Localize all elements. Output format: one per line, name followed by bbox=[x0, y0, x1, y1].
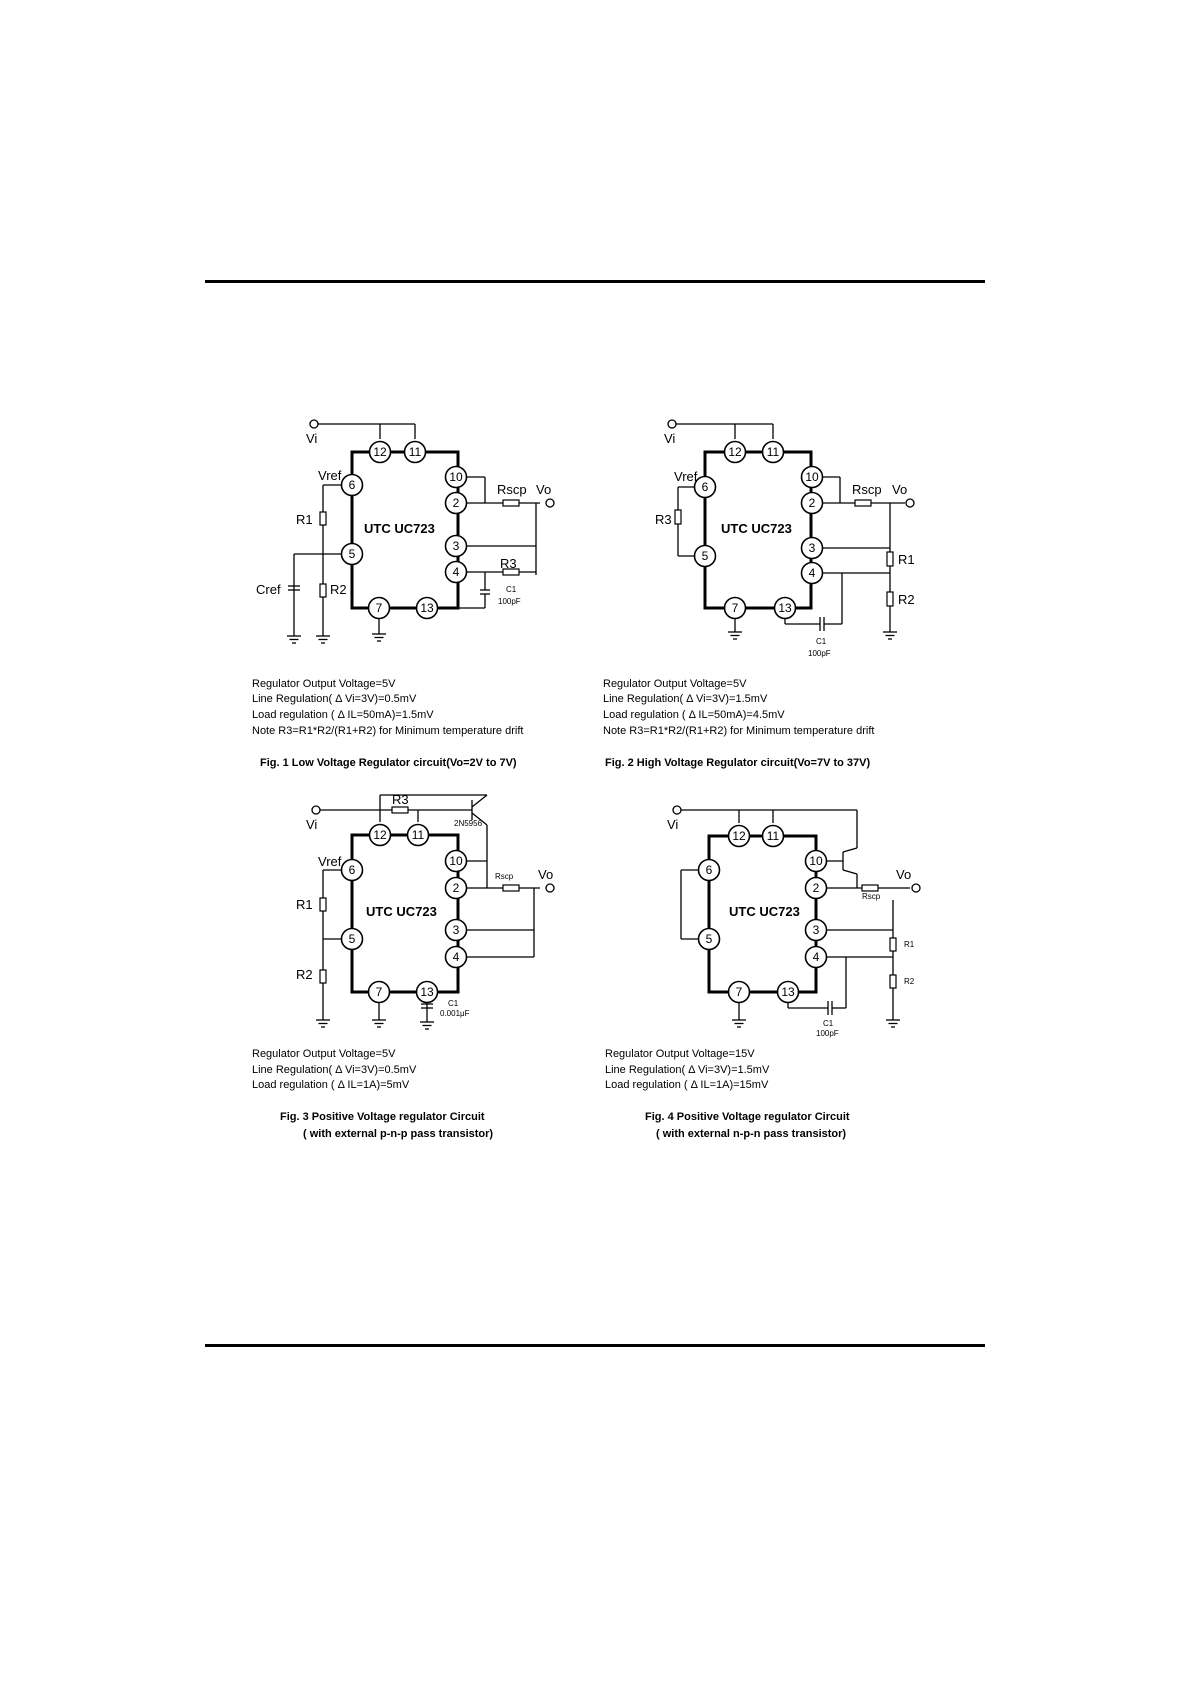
pin-2-label: 2 bbox=[808, 496, 816, 510]
r1-label: R1 bbox=[296, 512, 313, 527]
figure-caption-line-2: ( with external p-n-p pass transistor) bbox=[303, 1128, 494, 1140]
figure-caption-line-2: ( with external n-p-n pass transistor) bbox=[656, 1128, 847, 1140]
pin-7-label: 7 bbox=[375, 985, 383, 999]
spec-line-2: Line Regulation( Δ Vi=3V)=0.5mV bbox=[252, 693, 417, 705]
pin-13-label: 13 bbox=[420, 601, 434, 615]
pin-2-label: 2 bbox=[452, 881, 460, 895]
pin-6-label: 6 bbox=[348, 478, 356, 492]
pin-5-label: 5 bbox=[705, 932, 713, 946]
pin-12-label: 12 bbox=[373, 828, 387, 842]
c1-value-label: 100pF bbox=[808, 649, 831, 658]
spec-line-1: Regulator Output Voltage=5V bbox=[252, 678, 396, 690]
r3-label: R3 bbox=[392, 792, 409, 807]
vo-label: Vo bbox=[896, 867, 912, 882]
pin-13-label: 13 bbox=[778, 601, 792, 615]
pin-11-label: 11 bbox=[766, 829, 780, 843]
pin-3-label: 3 bbox=[452, 923, 460, 937]
pin-4-label: 4 bbox=[808, 566, 816, 580]
c1-value-label: 100pF bbox=[816, 1029, 839, 1038]
pin-7-label: 7 bbox=[735, 985, 743, 999]
r3-label: R3 bbox=[500, 556, 517, 571]
figure-4 bbox=[605, 806, 920, 1140]
vi-label: Vi bbox=[667, 817, 679, 832]
pin-4-label: 4 bbox=[452, 950, 460, 964]
spec-line-2: Line Regulation( Δ Vi=3V)=1.5mV bbox=[605, 1064, 770, 1076]
r2-label: R2 bbox=[296, 967, 313, 982]
pin-2-label: 2 bbox=[812, 881, 820, 895]
ic-label: UTC UC723 bbox=[364, 521, 435, 536]
pin-12-label: 12 bbox=[373, 445, 387, 459]
figure-caption: Fig. 2 High Voltage Regulator circuit(Vo=7V to 37V) bbox=[605, 757, 871, 769]
rscp-label: Rscp bbox=[862, 892, 881, 901]
pin-12-label: 12 bbox=[728, 445, 742, 459]
spec-line-4: Note R3=R1*R2/(R1+R2) for Minimum temperature drift bbox=[252, 725, 524, 737]
vo-label: Vo bbox=[892, 482, 908, 497]
spec-line-1: Regulator Output Voltage=15V bbox=[605, 1048, 755, 1060]
rscp-label: Rscp bbox=[497, 482, 527, 497]
pin-10-label: 10 bbox=[449, 854, 463, 868]
pin-4-label: 4 bbox=[812, 950, 820, 964]
pin-7-label: 7 bbox=[375, 601, 383, 615]
pin-12-label: 12 bbox=[732, 829, 746, 843]
spec-line-3: Load regulation ( Δ IL=50mA)=1.5mV bbox=[252, 709, 434, 721]
c1-value-label: 0.001μF bbox=[440, 1009, 470, 1018]
pin-3-label: 3 bbox=[808, 541, 816, 555]
spec-line-1: Regulator Output Voltage=5V bbox=[252, 1048, 396, 1060]
figure-caption: Fig. 1 Low Voltage Regulator circuit(Vo=2V to 7V) bbox=[260, 757, 517, 769]
pin-6-label: 6 bbox=[701, 480, 709, 494]
r1-label: R1 bbox=[898, 552, 915, 567]
c1-value-label: 100pF bbox=[498, 597, 521, 606]
figure-2 bbox=[603, 420, 915, 769]
vref-label: Vref bbox=[318, 468, 342, 483]
vi-label: Vi bbox=[306, 431, 318, 446]
pin-10-label: 10 bbox=[449, 470, 463, 484]
r1-label: R1 bbox=[904, 940, 915, 949]
ic-label: UTC UC723 bbox=[721, 521, 792, 536]
r2-label: R2 bbox=[904, 977, 915, 986]
transistor-label: 2N5956 bbox=[454, 819, 483, 828]
c1-label: C1 bbox=[816, 637, 827, 646]
pin-10-label: 10 bbox=[805, 470, 819, 484]
pin-2-label: 2 bbox=[452, 496, 460, 510]
spec-line-4: Note R3=R1*R2/(R1+R2) for Minimum temperature drift bbox=[603, 725, 875, 737]
rscp-label: Rscp bbox=[495, 872, 514, 881]
pin-10-label: 10 bbox=[809, 854, 823, 868]
c1-label: C1 bbox=[823, 1019, 834, 1028]
figure-3 bbox=[252, 792, 554, 1140]
pin-11-label: 11 bbox=[766, 445, 780, 459]
spec-line-2: Line Regulation( Δ Vi=3V)=1.5mV bbox=[603, 693, 768, 705]
pin-13-label: 13 bbox=[781, 985, 795, 999]
pin-7-label: 7 bbox=[731, 601, 739, 615]
c1-label: C1 bbox=[448, 999, 459, 1008]
r1-label: R1 bbox=[296, 897, 313, 912]
r3-label: R3 bbox=[655, 512, 672, 527]
vref-label: Vref bbox=[674, 469, 698, 484]
pin-3-label: 3 bbox=[452, 539, 460, 553]
figure-caption-line-1: Fig. 4 Positive Voltage regulator Circuit bbox=[645, 1111, 850, 1123]
c1-label: C1 bbox=[506, 585, 517, 594]
pin-5-label: 5 bbox=[701, 549, 709, 563]
pin-3-label: 3 bbox=[812, 923, 820, 937]
vo-label: Vo bbox=[538, 867, 554, 882]
spec-line-3: Load regulation ( Δ IL=1A)=15mV bbox=[605, 1079, 769, 1091]
pin-6-label: 6 bbox=[348, 863, 356, 877]
rscp-label: Rscp bbox=[852, 482, 882, 497]
pin-5-label: 5 bbox=[348, 547, 356, 561]
pin-4-label: 4 bbox=[452, 565, 460, 579]
pin-6-label: 6 bbox=[705, 863, 713, 877]
pin-5-label: 5 bbox=[348, 932, 356, 946]
spec-line-1: Regulator Output Voltage=5V bbox=[603, 678, 747, 690]
vi-label: Vi bbox=[664, 431, 676, 446]
ic-label: UTC UC723 bbox=[366, 904, 437, 919]
pin-11-label: 11 bbox=[411, 828, 425, 842]
spec-line-3: Load regulation ( Δ IL=1A)=5mV bbox=[252, 1079, 410, 1091]
figure-1 bbox=[252, 420, 554, 769]
spec-line-2: Line Regulation( Δ Vi=3V)=0.5mV bbox=[252, 1064, 417, 1076]
vi-label: Vi bbox=[306, 817, 318, 832]
vo-label: Vo bbox=[536, 482, 552, 497]
r2-label: R2 bbox=[898, 592, 915, 607]
figure-caption-line-1: Fig. 3 Positive Voltage regulator Circuit bbox=[280, 1111, 485, 1123]
ic-label: UTC UC723 bbox=[729, 904, 800, 919]
pin-13-label: 13 bbox=[420, 985, 434, 999]
spec-line-3: Load regulation ( Δ IL=50mA)=4.5mV bbox=[603, 709, 785, 721]
r2-label: R2 bbox=[330, 582, 347, 597]
pin-11-label: 11 bbox=[408, 445, 422, 459]
vref-label: Vref bbox=[318, 854, 342, 869]
cref-label: Cref bbox=[256, 582, 281, 597]
